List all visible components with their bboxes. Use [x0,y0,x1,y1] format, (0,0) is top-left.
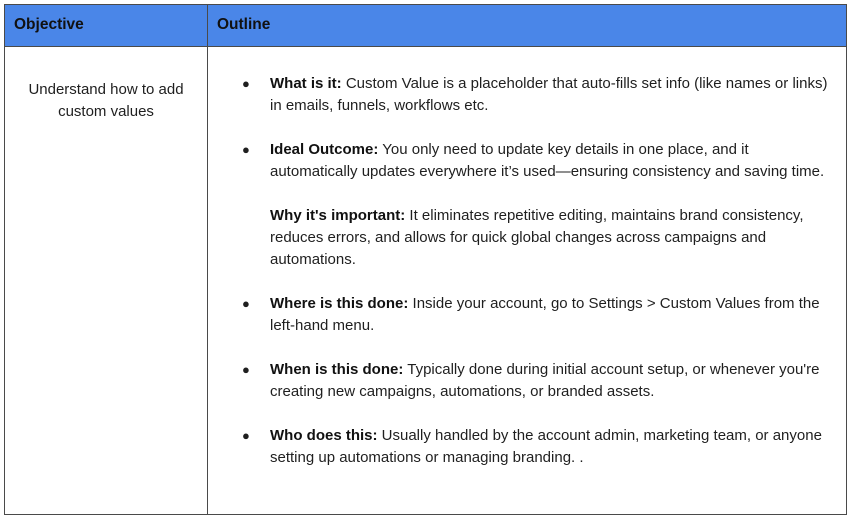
objective-cell: Understand how to add custom values [28,81,184,120]
outline-item-text: Typically done during initial account setup, or whenever you're creating new campaigns, automations, or branded assets. [270,361,820,400]
outline-item-text: You only need to update key details in one place, and it automatically updates everywhere it’s used—ensuring consistency and saving time. [270,141,825,180]
outline-item-label: Who does this: [270,427,378,444]
outline-item-why-important [208,205,840,271]
outline-item-who [208,425,840,469]
table-header-row [5,5,846,47]
outline-header: Outline [217,16,271,33]
outline-item-label: What is it: [270,75,342,92]
outline-item-label: When is this done: [270,361,404,378]
objective-outline-table [4,4,847,515]
outline-item-text: Usually handled by the account admin, marketing team, or anyone setting up automations or managing branding. . [270,427,822,466]
outline-item-ideal-outcome [208,139,840,183]
outline-item-text: Inside your account, go to Settings > Custom Values from the left-hand menu. [270,295,820,334]
outline-item-what [208,73,840,117]
bullet-icon: ● [242,76,250,91]
bullet-icon: ● [242,362,250,377]
outline-item-text: It eliminates repetitive editing, maintains brand consistency, reduces errors, and allows for quick global changes across campaigns and automations. [270,207,804,268]
outline-item-label: Why it's important: [270,207,406,224]
outline-item-when [208,359,840,403]
outline-item-text: Custom Value is a placeholder that auto-fills set info (like names or links) in emails, funnels, workflows etc. [270,75,828,114]
outline-item-label: Ideal Outcome: [270,141,379,158]
objective-header: Objective [14,16,84,33]
bullet-icon: ● [242,142,250,157]
bullet-icon: ● [242,296,250,311]
outline-item-where [208,293,840,337]
bullet-icon: ● [242,428,250,443]
outline-cell [208,73,840,469]
outline-item-label: Where is this done: [270,295,409,312]
